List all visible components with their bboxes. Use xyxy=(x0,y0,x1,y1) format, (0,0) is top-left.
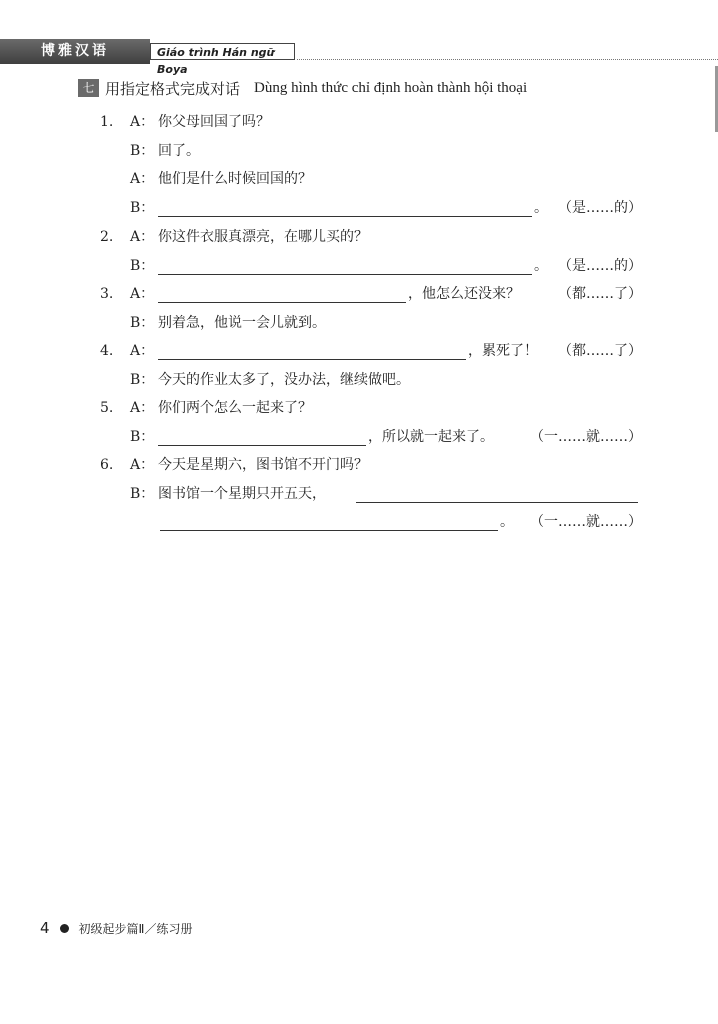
page-number: 4 xyxy=(40,919,50,937)
speaker-label: B： xyxy=(130,200,155,216)
dialogue-text: 你这件衣服真漂亮，在哪儿买的？ xyxy=(158,229,368,245)
speaker-label: A： xyxy=(130,343,155,359)
speaker-label: A： xyxy=(130,171,155,187)
answer-blank[interactable] xyxy=(158,359,466,360)
format-hint: （都……了） xyxy=(558,286,642,302)
format-hint: （一……就……） xyxy=(530,429,642,445)
section-number-badge: 七 xyxy=(78,79,99,97)
exercise-3-line-b xyxy=(0,312,718,334)
exercise-6-line-b xyxy=(0,483,718,505)
section-title-zh: 用指定格式完成对话 xyxy=(105,79,241,98)
dialogue-text: 回了。 xyxy=(158,143,200,159)
format-hint: （一……就……） xyxy=(530,514,642,530)
exercise-5-line-a xyxy=(0,397,718,419)
exercise-6-line-b-continued xyxy=(0,511,718,533)
dialogue-text: 你们两个怎么一起来了？ xyxy=(158,400,312,416)
punctuation: 。 xyxy=(534,258,548,274)
speaker-label: B： xyxy=(130,315,155,331)
speaker-label: B： xyxy=(130,429,155,445)
series-title-vi: Giáo trình Hán ngữ Boya xyxy=(150,43,295,60)
punctuation: 。 xyxy=(500,514,514,530)
exercise-1-line-b xyxy=(0,140,718,162)
speaker-label: B： xyxy=(130,372,155,388)
header-dotted-divider xyxy=(297,59,718,60)
series-title-zh: 博雅汉语 xyxy=(0,39,150,64)
exercise-number: 5. xyxy=(100,400,114,416)
answer-blank[interactable] xyxy=(158,302,406,303)
dialogue-text: ，他怎么还没来？ xyxy=(408,286,520,302)
exercise-number: 4. xyxy=(100,343,114,359)
book-title: 初级起步篇Ⅱ／练习册 xyxy=(78,921,193,936)
exercise-number: 3. xyxy=(100,286,114,302)
exercise-1-line-b2 xyxy=(0,197,718,219)
exercise-4-line-a xyxy=(0,340,718,362)
speaker-label: B： xyxy=(130,143,155,159)
exercise-1-line-a2 xyxy=(0,168,718,190)
speaker-label: A： xyxy=(130,457,155,473)
answer-blank[interactable] xyxy=(158,445,366,446)
speaker-label: A： xyxy=(130,286,155,302)
speaker-label: B： xyxy=(130,258,155,274)
exercise-2-line-a xyxy=(0,226,718,248)
punctuation: 。 xyxy=(534,200,548,216)
bullet-dot-icon xyxy=(60,924,69,933)
dialogue-text: ，所以就一起来了。 xyxy=(368,429,494,445)
exercise-number: 6. xyxy=(100,457,114,473)
exercise-number: 2. xyxy=(100,229,114,245)
exercise-2-line-b xyxy=(0,255,718,277)
answer-blank[interactable] xyxy=(158,274,532,275)
speaker-label: A： xyxy=(130,400,155,416)
exercise-4-line-b xyxy=(0,369,718,391)
dialogue-text: 今天的作业太多了，没办法，继续做吧。 xyxy=(158,372,410,388)
speaker-label: A： xyxy=(130,114,155,130)
exercise-1-line-a xyxy=(0,111,718,133)
answer-blank[interactable] xyxy=(158,216,532,217)
exercise-3-line-a xyxy=(0,283,718,305)
dialogue-text: 别着急，他说一会儿就到。 xyxy=(158,315,326,331)
exercise-6-line-a xyxy=(0,454,718,476)
dialogue-text: ，累死了！ xyxy=(468,343,538,359)
section-heading xyxy=(78,77,527,99)
exercise-5-line-b xyxy=(0,426,718,448)
format-hint: （都……了） xyxy=(558,343,642,359)
dialogue-text: 图书馆一个星期只开五天， xyxy=(158,486,326,502)
answer-blank[interactable] xyxy=(356,502,638,503)
dialogue-text: 今天是星期六，图书馆不开门吗？ xyxy=(158,457,368,473)
speaker-label: B： xyxy=(130,486,155,502)
speaker-label: A： xyxy=(130,229,155,245)
format-hint: （是……的） xyxy=(558,258,642,274)
format-hint: （是……的） xyxy=(558,200,642,216)
page-footer xyxy=(40,918,192,938)
answer-blank[interactable] xyxy=(160,530,498,531)
dialogue-text: 他们是什么时候回国的？ xyxy=(158,171,312,187)
dialogue-text: 你父母回国了吗？ xyxy=(158,114,270,130)
section-title-vi: Dùng hình thức chỉ định hoàn thành hội thoại xyxy=(254,79,528,96)
exercise-number: 1. xyxy=(100,114,114,130)
